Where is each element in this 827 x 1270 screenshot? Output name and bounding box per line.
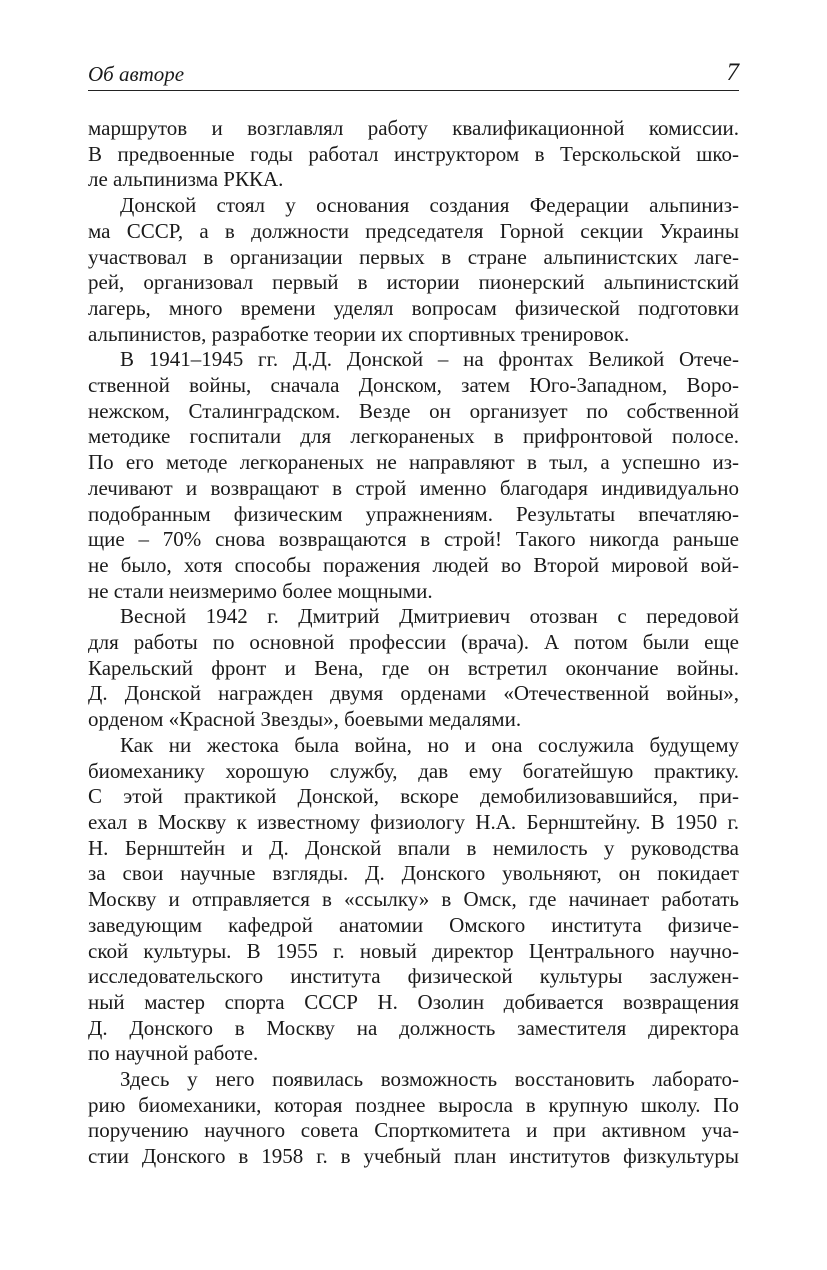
text-line: орденом «Красной Звезды», боевыми медалями.: [88, 707, 522, 732]
body-text: [88, 116, 739, 1170]
running-header: [88, 58, 739, 91]
page-number: 7: [726, 59, 739, 86]
text-line: не стали неизмеримо более мощными.: [88, 578, 433, 603]
text-line: биомеханику хорошую службу, дав ему богатейшую практику.: [88, 758, 739, 783]
text-line: Д. Донского в Москву на должность заместителя директора: [88, 1015, 739, 1040]
text-line: альпинистов, разработке теории их спортивных тренировок.: [88, 321, 630, 346]
text-line: В 1941–1945 гг. Д.Д. Донской – на фронтах Великой Отече-: [120, 347, 739, 372]
text-line: методике госпитали для легкораненых в прифронтовой полосе.: [88, 424, 739, 449]
text-line: Донской стоял у основания создания Федерации альпиниз-: [120, 193, 739, 218]
text-line: рию биомеханики, которая позднее выросла в крупную школу. По: [88, 1092, 739, 1117]
text-line: исследовательского института физической культуры заслужен-: [88, 964, 739, 989]
text-line: С этой практикой Донской, вскоре демобилизовавшийся, при-: [88, 784, 739, 809]
text-line: ехал в Москву к известному физиологу Н.А. Бернштейну. В 1950 г.: [88, 809, 739, 834]
text-line: Здесь у него появилась возможность восстановить лаборато-: [120, 1067, 739, 1092]
text-line: по научной работе.: [88, 1041, 259, 1066]
text-line: ле альпинизма РККА.: [88, 167, 284, 192]
text-line: щие – 70% снова возвращаются в строй! Такого никогда раньше: [88, 527, 739, 552]
text-line: Карельский фронт и Вена, где он встретил окончание войны.: [88, 655, 739, 680]
text-line: подобранным физическим упражнениям. Результаты впечатляю-: [88, 501, 739, 526]
text-line: рей, организовал первый в истории пионерский альпинистский: [88, 270, 739, 295]
text-line: участвовал в организации первых в стране альпинистских лаге-: [88, 244, 739, 269]
text-line: Как ни жестока была война, но и она сослужила будущему: [120, 732, 739, 757]
text-line: Н. Бернштейн и Д. Донской впали в немилость у руководства: [88, 835, 739, 860]
text-line: маршрутов и возглавлял работу квалификационной комиссии.: [88, 116, 739, 140]
text-line: В предвоенные годы работал инструктором в Терскольской шко-: [88, 141, 739, 166]
text-line: Весной 1942 г. Дмитрий Дмитриевич отозван с передовой: [120, 604, 739, 629]
text-line: не было, хотя способы поражения людей во Второй мировой вой-: [88, 552, 739, 577]
text-line: ственной войны, сначала Донском, затем Юго-Западном, Воро-: [88, 373, 739, 398]
text-line: ный мастер спорта СССР Н. Озолин добивается возвращения: [88, 989, 739, 1014]
text-line: за свои научные взгляды. Д. Донского увольняют, он покидает: [88, 861, 739, 886]
text-line: ской культуры. В 1955 г. новый директор Центрального научно-: [88, 938, 739, 963]
text-line: поручению научного совета Спорткомитета и при активном уча-: [88, 1118, 739, 1143]
running-title: Об авторе: [88, 62, 185, 86]
text-line: Д. Донской награжден двумя орденами «Отечественной войны»,: [88, 681, 739, 706]
text-line: заведующим кафедрой анатомии Омского института физиче-: [88, 912, 739, 937]
text-line: По его методе легкораненых не направляют в тыл, а успешно из-: [88, 450, 739, 475]
text-line: лечивают и возвращают в строй именно благодаря индивидуально: [88, 475, 739, 500]
text-line: стии Донского в 1958 г. в учебный план институтов физкультуры: [88, 1144, 739, 1169]
text-line: ма СССР, а в должности председателя Горной секции Украины: [88, 218, 739, 243]
text-line: для работы по основной профессии (врача). А потом были еще: [88, 630, 739, 655]
text-line: нежском, Сталинградском. Везде он организует по собственной: [88, 398, 739, 423]
text-line: Москву и отправляется в «ссылку» в Омск, где начинает работать: [88, 887, 739, 912]
text-line: лагерь, много времени уделял вопросам физической подготовки: [88, 295, 739, 320]
